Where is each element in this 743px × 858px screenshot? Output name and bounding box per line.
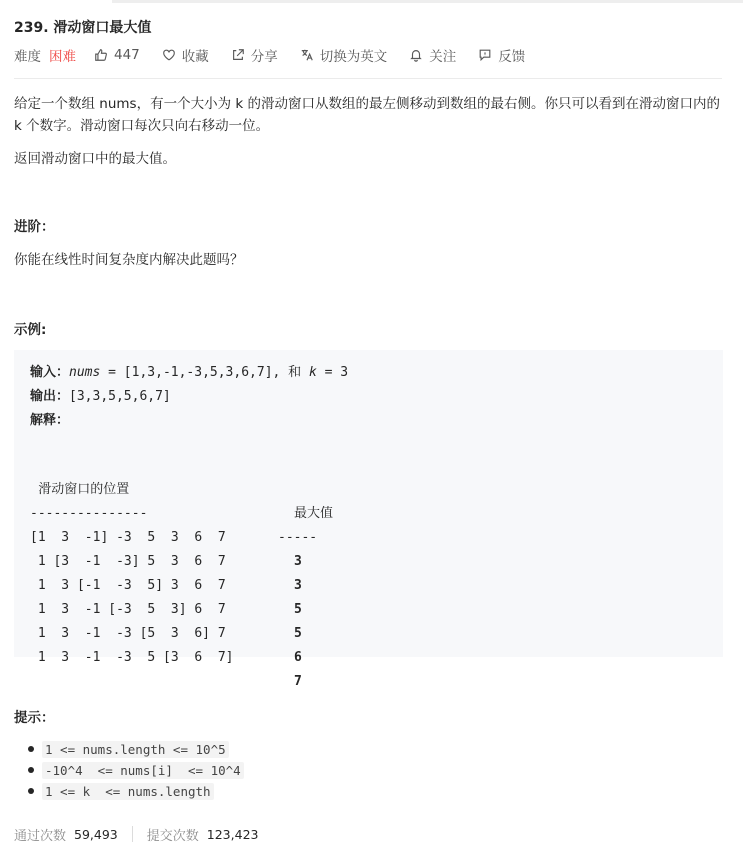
max-dashes: ----- [278,530,318,545]
accepted-label: 通过次数 [14,828,67,844]
bell-icon [409,48,423,62]
table-row [30,526,302,593]
submitted-count: 123,423 [206,826,259,842]
max-cell: 6 [294,650,302,665]
submission-stats [14,824,258,844]
window-cell: 1 [3 -1 -3] 5 3 6 7 [30,554,226,569]
favorite-label: 收藏 [181,49,209,65]
list-item [28,759,244,780]
problem-description [14,93,724,170]
hint-code: 1 <= nums.length <= 10^5 [42,741,229,758]
window-table-header [30,454,334,521]
list-item [28,738,244,759]
heart-icon [162,48,176,62]
problem-meta-bar [14,44,724,66]
output-value: [3,3,5,5,6,7] [69,389,171,404]
example-heading: 示例: [14,322,47,338]
list-item [28,780,244,801]
example-input-line [30,361,707,385]
accepted-count: 59,493 [74,826,118,842]
share-label: 分享 [250,49,278,65]
switch-language-button[interactable] [300,45,388,65]
table-row [30,598,302,665]
max-cell: 3 [294,554,302,569]
difficulty-badge: 困难 [49,49,76,65]
input-label: 输入： [30,365,70,380]
problem-title: 239. 滑动窗口最大值 [14,20,152,36]
window-dashes: --------------- [30,506,148,521]
hints-list [28,738,244,801]
example-explain-line [30,409,707,433]
input-k-value: = 3 [316,365,349,380]
description-paragraph-2: 返回滑动窗口中的最大值。 [14,151,176,167]
column-window-label: 滑动窗口的位置 [30,482,130,497]
column-max-label: 最大值 [294,506,334,521]
thumbs-up-icon [94,48,108,62]
window-cell: 1 3 -1 [-3 5 3] 6 7 [30,602,226,617]
like-button[interactable] [94,47,140,63]
hint-code: 1 <= k <= nums.length [42,783,214,800]
advanced-heading: 进阶： [14,219,55,235]
table-row [30,550,302,617]
example-block [14,350,723,689]
window-cell: 1 3 -1 -3 [5 3 6] 7 [30,626,226,641]
feedback-button[interactable] [478,45,525,65]
stats-divider [132,826,133,842]
max-cell: 5 [294,602,302,617]
feedback-icon [478,48,492,62]
favorite-button[interactable] [162,45,209,65]
translate-icon [300,48,314,62]
input-k-name: k [309,365,317,380]
max-cell: 5 [294,626,302,641]
window-cell: 1 3 -1 -3 5 [3 6 7] [30,650,234,665]
window-cell: [1 3 -1] -3 5 3 6 7 [30,530,226,545]
switch-language-label: 切换为英文 [319,49,388,65]
table-row [30,622,302,689]
header-divider [14,78,722,79]
max-cell: 3 [294,578,302,593]
output-label: 输出： [30,389,70,404]
problem-header [14,18,724,170]
follow-label: 关注 [429,49,457,65]
submitted-label: 提交次数 [146,828,199,844]
input-nums-name: nums [69,365,101,380]
window-cell: 1 3 [-1 -3 5] 3 6 7 [30,578,226,593]
max-cell: 7 [294,674,302,689]
explain-label: 解释： [30,413,70,428]
table-row [30,574,302,641]
table-row [30,502,302,569]
example-output-line [30,385,707,409]
hints-heading: 提示： [14,710,55,726]
advanced-text: 你能在线性时间复杂度内解决此题吗？ [14,252,244,268]
follow-button[interactable] [409,45,456,65]
feedback-label: 反馈 [498,49,526,65]
share-icon [231,48,245,62]
description-paragraph: 给定一个数组 nums，有一个大小为 k 的滑动窗口从数组的最左侧移动到数组的最右侧。你只可以看到在滑动窗口内的 k 个数字。滑动窗口每次只向右移动一位。 [14,96,720,134]
hint-code: -10^4 <= nums[i] <= 10^4 [42,762,244,779]
input-nums-value: = [1,3,-1,-3,5,3,6,7], 和 [100,365,309,380]
top-tab-strip [112,0,743,3]
difficulty-label: 难度 [14,49,41,65]
like-count: 447 [114,47,140,63]
share-button[interactable] [231,45,278,65]
